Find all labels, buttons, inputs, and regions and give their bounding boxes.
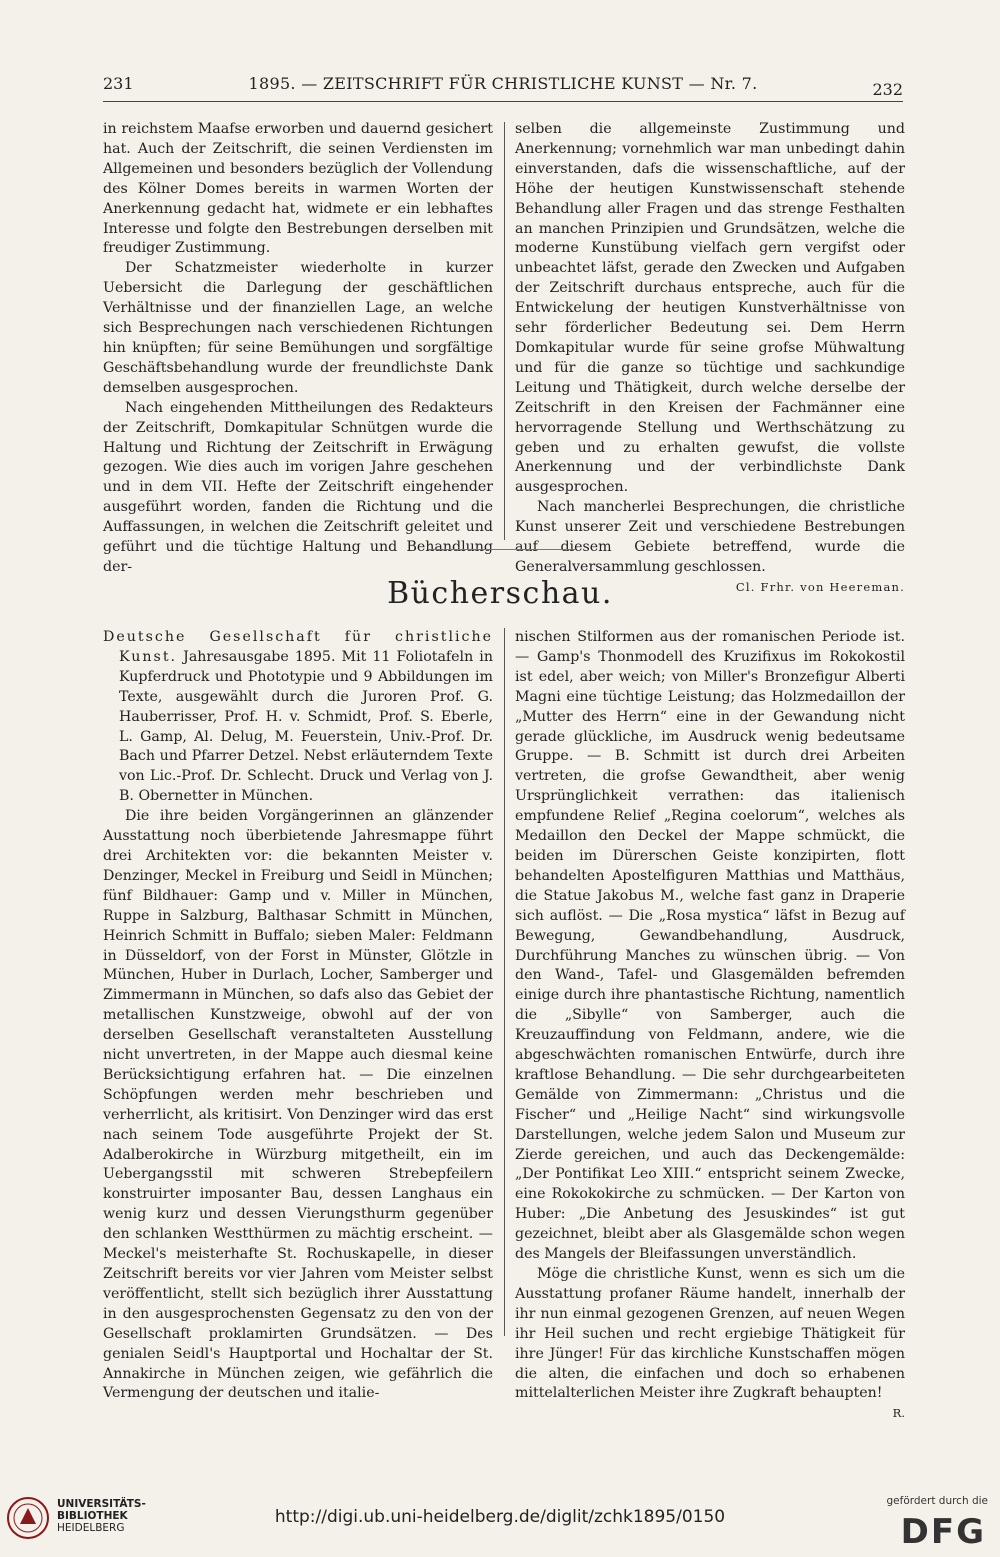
funded-by-text: gefördert durch die	[886, 1495, 988, 1507]
review-heading-spaced: Deutsche Gesellschaft für christliche Kunst.	[103, 629, 493, 665]
report-left-column	[103, 120, 493, 578]
dfg-logo: DFG	[900, 1512, 986, 1552]
paragraph: Die ihre beiden Vorgängerinnen an glänzender Ausstattung noch überbietende Jahresmappe führt drei Architekten vor: die bekannten Meister v. Denzinger, Meckel in Freiburg und Seidl in München; fünf Bildhauer: Gamp und v. Miller in München, Ruppe in Salzburg, Balthasar Schmitt in München, Heinrich Schmitt in Buffalo; sieben Maler: Feldmann in Düsseldorf, von der Forst in Münster, Glötzle in München, Huber in Durlach, Locher, Samberger und Zimmermann in München, so dafs also das Gebiet der metallischen Kunstzweige, obwohl auf der von derselben Gesellschaft veranstalteten Ausstellung nicht unvertreten, in der Mappe auch diesmal keine Berücksichtigung erfahren hat. — Die einzelnen Schöpfungen werden mehr beschrieben und verherrlicht, als kritisirt. Von Denzinger wird das erst nach seinem Tode ausgeführte Projekt der St. Adalberokirche in Würzburg mitgetheilt, ein im Uebergangsstil mit schweren Strebepfeilern konstruirter imposanter Bau, dessen Langhaus ein wenig kurz und dessen Vierungsthurm gegenüber den schlanken Westthürmen zu mächtig erscheint. — Meckel's meisterhafte St. Rochuskapelle, in dieser Zeitschrift bereits vor vier Jahren vom Meister selbst veröffentlicht, stellt sich bezüglich ihrer Ausstattung in den ausgesprochensten Gegensatz zu den von der Gesellschaft proklamirten Grundsätzen. — Des genialen Seidl's Hauptportal und Hochaltar der St. Annakirche in München zeigen, wie gefährlich die Vermengung der deutschen und italie-	[103, 808, 493, 1402]
review-right-column	[515, 628, 905, 1424]
running-header	[103, 74, 903, 98]
review-heading-text: Jahresausgabe 1895. Mit 11 Foliotafeln in Kupferdruck und Phototypie und 9 Abbildungen im Texte, ausgewählt durch die Juroren Prof. G. Hauberrisser, Prof. H. v. Schmidt, Prof. S. Eberle, L. Gamp, Al. Delug, M. Feuerstein, Univ.-Prof. Dr. Bach und Pfarrer Detzel. Nebst erläuterndem Texte von Lic.-Prof. Dr. Schlecht. Druck und Verlag von J. B. Obernetter in München.	[119, 648, 493, 805]
section-title: Bücherschau.	[387, 576, 613, 611]
column-divider	[504, 122, 505, 540]
column-divider	[504, 628, 505, 1336]
library-line: UNIVERSITÄTS-	[57, 1498, 146, 1510]
paragraph: selben die allgemeinste Zustimmung und Anerkennung; vornehmlich war man unbedingt dahin einverstanden, dafs die wissenschaftliche, auf der Höhe der heutigen Kunstwissenschaft stehende Behandlung aller Fragen und das strenge Festhalten an manchen Prinzipien und Grundsätzen, welche die moderne Kunstübung vielfach gern vergifst oder unbeachtet läfst, gerade den Zwecken und Aufgaben der Zeitschrift durchaus entspreche, auch für die Entwickelung der heutigen Kunstverhältnisse von sehr förderlicher Bedeutung sei. Dem Herrn Domkapitular wurde für seine grofse Mühwaltung und für die ganze so tüchtige und sachkundige Leitung und Thätigkeit, durch welche derselbe der Zeitschrift in den Kreisen der Fachmänner eine hervorragende Stellung und Werthschätzung zu geben und zu erhalten gewufst, die vollste Anerkennung und der verbindlichste Dank ausgesprochen.	[515, 121, 905, 496]
signature: Cl. Frhr. von Heereman.	[735, 579, 905, 594]
report-right-column	[515, 120, 905, 598]
paragraph: nischen Stilformen aus der romanischen Periode ist. — Gamp's Thonmodell des Kruzifixus im Rokokostil ist edel, aber weich; von Miller's Bronzefigur Alberti Magni eine tüchtige Leistung; das Holzmedaillon der „Mutter des Herrn“ eine in der Gewandung nicht gerade glückliche, im Ausdruck wenig bedeutsame Gruppe. — B. Schmitt ist durch drei Arbeiten vertreten, die grofse Gewandtheit, aber wenig Ursprünglichkeit verrathen: das italienisch empfundene Relief „Regina coelorum“, welches als Medaillon den Deckel der Mappe schmückt, die beiden im Dürerschen Geiste konzipirten, flott behandelten Apostelfiguren Matthias und Matthäus, die Statue Jakobus M., welche fast ganz in Draperie sich auflöst. — Die „Rosa mystica“ läfst in Bezug auf Bewegung, Gewandbehandlung, Ausdruck, Durchführung Manches zu wünschen übrig. — Von den Wand-, Tafel- und Glasgemälden befremden einige durch ihre phantastische Richtung, namentlich die „Sibylle“ von Samberger, auch die Kreuzauffindung von Feldmann, andere, wie die abgeschwächten romanischen Entwürfe, durch ihre kraftlose Behandlung. — Die sehr durchgearbeiteten Gemälde von Zimmermann: „Christus und die Fischer“ und „Heilige Nacht“ sind wirkungsvolle Darstellungen, welche jedem Salon und Museum zur Zierde gereichen, und auch das Deckengemälde: „Der Pontifikat Leo XIII.“ entspricht seinem Zwecke, eine Rokokokirche zu schmücken. — Der Karton von Huber: „Die Anbetung des Jesuskindes“ ist gut gezeichnet, bleibt aber als Glasgemälde schon wegen des Mangels der Bleifassungen unverständlich.	[515, 629, 905, 1263]
signature: R.	[892, 1406, 905, 1421]
footer-bar	[0, 1490, 1000, 1557]
paragraph: Der Schatzmeister wiederholte in kurzer Uebersicht die Darlegung der geschäftlichen Verhältnisse und der finanziellen Lage, an welche sich Besprechungen nach verschiedenen Richtungen hin knüpften; für seine Bemühungen und sorgfältige Geschäftsbehandlung wurde der freundlichste Dank demselben ausgesprochen.	[103, 260, 493, 396]
document-url[interactable]: http://digi.ub.uni-heidelberg.de/diglit/zchk1895/0150	[274, 1507, 726, 1527]
library-line: BIBLIOTHEK	[57, 1510, 128, 1522]
review-heading	[103, 628, 493, 807]
paragraph: Nach eingehenden Mittheilungen des Redakteurs der Zeitschrift, Domkapitular Schnütgen wurde die Haltung und Richtung der Zeitschrift in Erwägung gezogen. Wie dies auch im vorigen Jahre geschehen und in dem VII. Hefte der Zeitschrift eingehender ausgeführt worden, fanden die Richtung und die Auffassungen, in welchen die Zeitschrift geleitet und geführt und die tüchtige Haltung und Behandlung der-	[103, 399, 493, 575]
page-number-left: 231	[103, 74, 134, 93]
library-line: HEIDELBERG	[57, 1522, 125, 1534]
journal-title: 1895. — ZEITSCHRIFT FÜR CHRISTLICHE KUNST — Nr. 7.	[248, 74, 758, 93]
paragraph-text: Nach mancherlei Besprechungen, die christliche Kunst unserer Zeit und verschiedene Bestrebungen auf diesem Gebiete betreffend, wurde die Generalversammlung geschlossen.	[515, 499, 905, 575]
section-separator	[428, 549, 576, 550]
paragraph-text: Möge die christliche Kunst, wenn es sich um die Ausstattung profaner Räume handelt, innerhalb der ihr nun einmal gezogenen Grenzen, auf neuen Wegen ihr Heil suchen und recht ergiebige Thätigkeit für ihre Jünger! Für das kirchliche Kunstschaffen mögen die alten, die einfachen und doch so erhabenen mittelalterlichen Meister ihre Zugkraft behaupten!	[515, 1266, 905, 1402]
paragraph	[515, 498, 905, 594]
header-rule	[103, 101, 903, 102]
paragraph: in reichstem Maafse erworben und dauernd gesichert hat. Auch der Zeitschrift, die seinen Verdiensten im Allgemeinen und besonders bezüglich der Vollendung des Kölner Domes bereits in warmen Worten der Anerkennung gedacht hat, widmete er ein lebhaftes Interesse und folgte den Bestrebungen derselben mit freudiger Zustimmung.	[103, 121, 493, 257]
paragraph	[515, 1265, 905, 1421]
page-number-right: 232	[872, 80, 903, 99]
review-left-column	[103, 628, 493, 1404]
